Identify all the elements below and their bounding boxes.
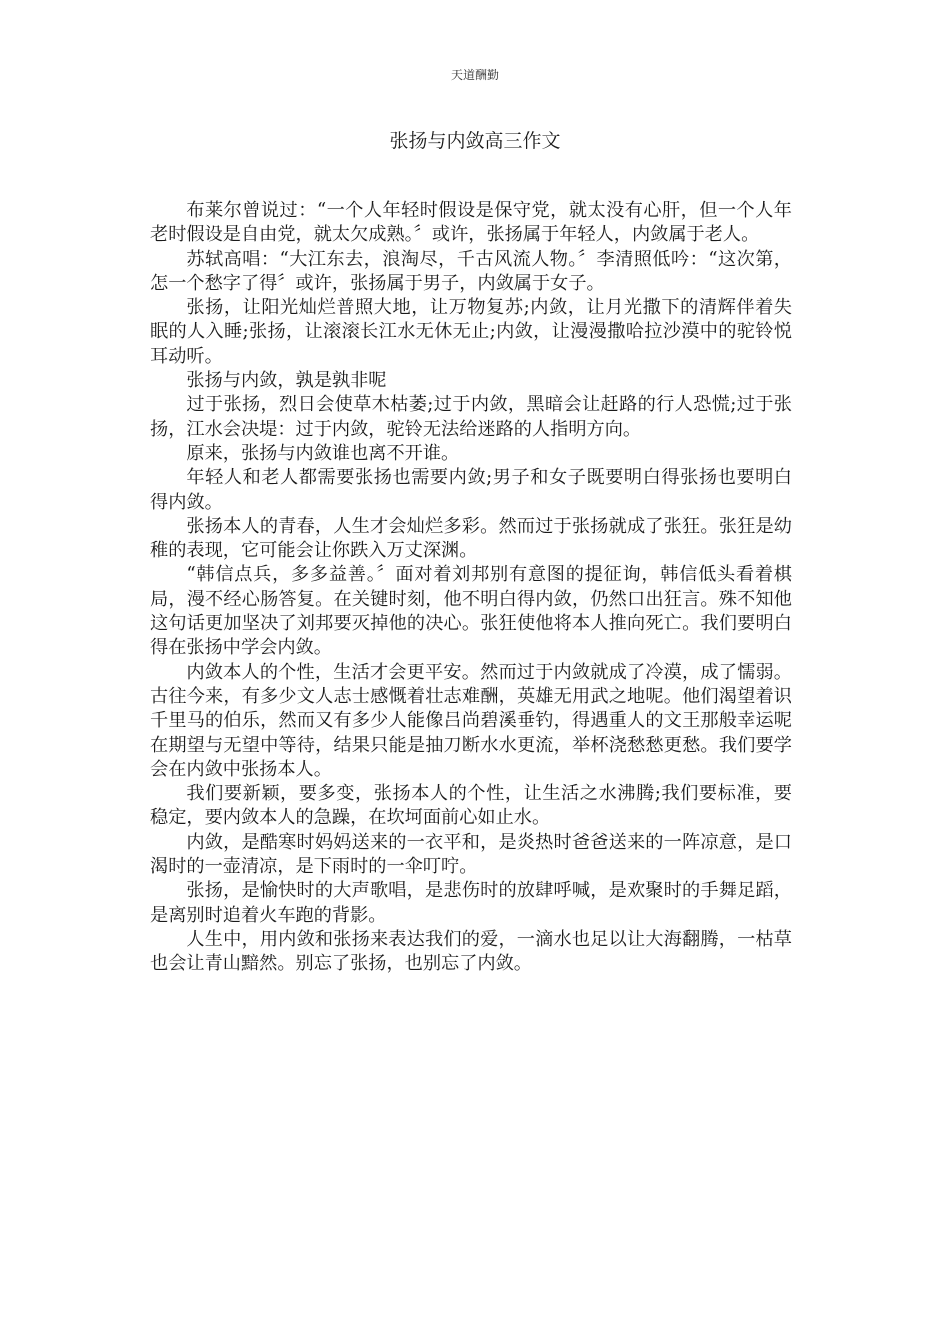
paragraph: 年轻人和老人都需要张扬也需要内敛;男子和女子既要明白得张扬也要明白得内敛。 xyxy=(150,467,792,513)
paragraph: “韩信点兵，多多益善。〞面对着刘邦别有意图的提征询，韩信低头看着棋局，漫不经心肠答复。在关键时刻，他不明白得内敛，仍然口出狂言。殊不知他这句话更加坚决了刘邦要灭掉他的决心。张狂使他将本人推向死亡。我们要明白得在张扬中学会内敛。 xyxy=(150,564,792,659)
paragraph: 过于张扬，烈日会使草木枯萎;过于内敛，黑暗会让赶路的行人恐慌;过于张扬，江水会决堤：过于内敛，驼铃无法给迷路的人指明方向。 xyxy=(150,394,792,440)
paragraph: 内敛，是酷寒时妈妈送来的一衣平和，是炎热时爸爸送来的一阵凉意，是口渴时的一壶清凉，是下雨时的一伞叮咛。 xyxy=(150,831,792,878)
page-header: 天道酬勤 xyxy=(450,68,499,82)
paragraph: 人生中，用内敛和张扬来表达我们的爱，一滴水也足以让大海翻腾，一枯草也会让青山黯然。别忘了张扬，也别忘了内敛。 xyxy=(150,928,792,975)
paragraph: 张扬本人的青春，人生才会灿烂多彩。然而过于张扬就成了张狂。张狂是幼稚的表现，它可能会让你跌入万丈深渊。 xyxy=(150,515,792,562)
paragraph: 我们要新颖，要多变，张扬本人的个性，让生活之水沸腾;我们要标准，要稳定，要内敛本人的急躁，在坎坷面前心如止水。 xyxy=(150,783,792,829)
paragraph: 张扬，让阳光灿烂普照大地，让万物复苏;内敛，让月光撒下的清辉伴着失眠的人入睡;张扬，让滚滚长江水无休无止;内敛，让漫漫撒哈拉沙漠中的驼铃悦耳动听。 xyxy=(150,297,792,367)
paragraph: 布莱尔曾说过：“一个人年轻时假设是保守党，就太没有心肝，但一个人年老时假设是自由党，就太欠成熟。〞或许，张扬属于年轻人，内敛属于老人。 xyxy=(150,200,792,246)
document-body xyxy=(150,199,792,977)
document-title: 张扬与内敛高三作文 xyxy=(389,130,561,152)
paragraph: 张扬与内敛，孰是孰非呢 xyxy=(186,370,387,392)
paragraph: 原来，张扬与内敛谁也离不开谁。 xyxy=(186,442,460,464)
paragraph: 张扬，是愉快时的大声歌唱，是悲伤时的放肆呼喊，是欢聚时的手舞足蹈，是离别时追着火车跑的背影。 xyxy=(150,880,792,926)
paragraph: 内敛本人的个性，生活才会更平安。然而过于内敛就成了冷漠，成了懦弱。古往今来，有多少文人志士感慨着壮志难酬，英雄无用武之地呢。他们渴望着识千里马的伯乐，然而又有多少人能像吕尚碧溪垂钓，得遇重人的文王那般幸运呢在期望与无望中等待，结果只能是抽刀断水水更流，举杯浇愁愁更愁。我们要学会在内敛中张扬本人。 xyxy=(150,661,792,780)
paragraph: 苏轼高唱：“大江东去，浪淘尽，千古风流人物。〞李清照低吟：“这次第，怎一个愁字了得〞或许，张扬属于男子，内敛属于女子。 xyxy=(150,248,792,294)
